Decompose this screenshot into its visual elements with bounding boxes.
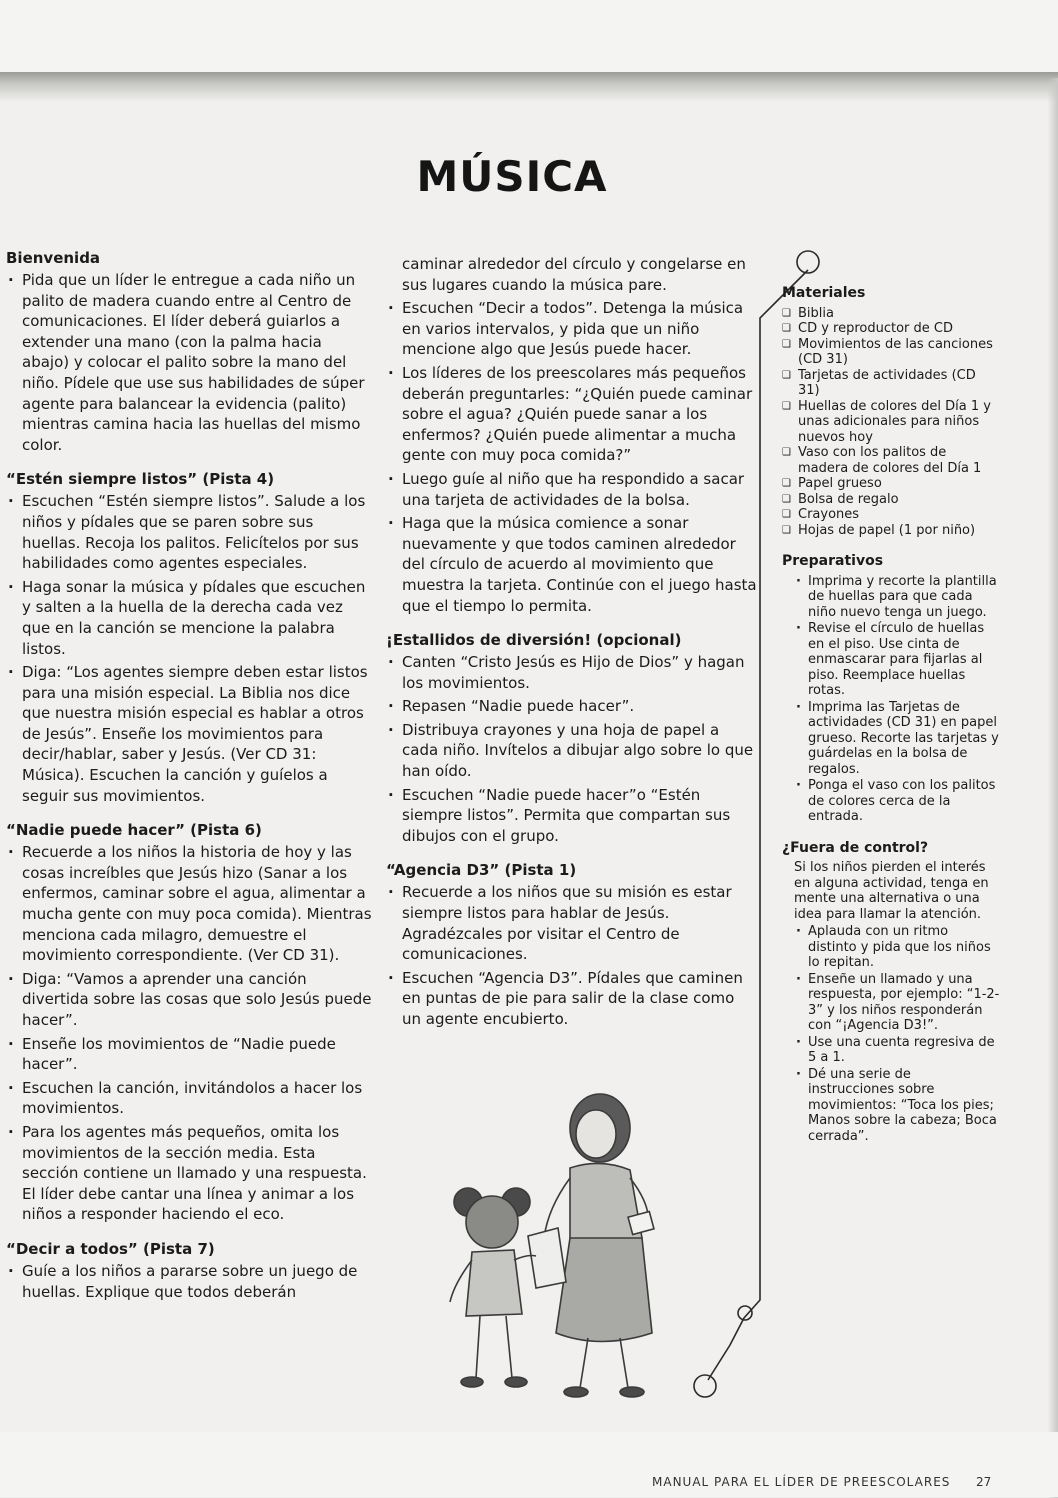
list-item: · Escuchen la canción, invitándolos a hacer los movimientos. (6, 1078, 372, 1119)
children-illustration (420, 1088, 700, 1406)
continued-text: caminar alrededor del círculo y congelarse en sus lugares cuando la música pare. (402, 255, 746, 294)
footer-title: MANUAL PARA EL LÍDER DE PREESCOLARES (652, 1475, 951, 1489)
list-item: · Recuerde a los niños que su misión es estar siempre listos para hablar de Jesús. Agradézcales por visitar el Centro de comunicaciones. (386, 882, 758, 964)
preparativos-list (782, 574, 1000, 825)
page-number: 27 (976, 1475, 992, 1489)
section-heading: “Estén siempre listos” (Pista 4) (6, 470, 275, 489)
list-item: · Escuchen “Agencia D3”. Pídales que caminen en puntas de pie para salir de la clase como un agente encubierto. (386, 968, 758, 1030)
list-item: · Use una cuenta regresiva de 5 a 1. (794, 1035, 1000, 1066)
checklist-item: ❑ Biblia (782, 306, 1000, 322)
list-item: · Haga que la música comience a sonar nuevamente y que todos caminen alrededor del círculo de acuerdo al movimiento que muestra la tarjeta. Continúe con el juego hasta que el tiempo lo permita. (386, 513, 758, 616)
checklist-item: ❑ Huellas de colores del Día 1 y unas adicionales para niños nuevos hoy (782, 399, 1000, 446)
list-item: · Imprima las Tarjetas de actividades (CD 31) en papel grueso. Recorte las tarjetas y guárdelas en la bolsa de regalos. (794, 700, 1000, 778)
checklist-item: ❑ CD y reproductor de CD (782, 321, 1000, 337)
checklist-item: ❑ Papel grueso (782, 476, 1000, 492)
list-item: · Haga sonar la música y pídales que escuchen y salten a la huella de la derecha cada vez que en la canción se mencione la palabra listos. (6, 577, 372, 659)
list-item: · Revise el círculo de huellas en el piso. Use cinta de enmascarar para fijarlas al piso. Reemplace huellas rotas. (794, 621, 1000, 699)
section-heading: “Agencia D3” (Pista 1) (386, 861, 577, 880)
list-item: · Dé una serie de instrucciones sobre movimientos: “Toca los pies; Manos sobre la cabeza; Boca cerrada”. (794, 1067, 1000, 1145)
list-item: · Luego guíe al niño que ha respondido a sacar una tarjeta de actividades de la bolsa. (386, 469, 758, 510)
circle-node-icon (797, 251, 819, 273)
section-heading: ¡Estallidos de diversión! (opcional) (386, 631, 682, 650)
list-item: · Los líderes de los preescolares más pequeños deberán preguntarles: “¿Quién puede caminar sobre el agua? ¿Quién puede sanar a los enfermos? ¿Quién puede alimentar a mucha gente con muy poca comida?” (386, 363, 758, 466)
list-item: · Recuerde a los niños la historia de hoy y las cosas increíbles que Jesús hizo (Sanar a los enfermos, caminar sobre el agua, alimentar a mucha gente con muy poca comida). Mientras menciona cada milagro, demuestre el movimiento correspondiente. (Ver CD 31). (6, 842, 372, 966)
checklist-item: ❑ Hojas de papel (1 por niño) (782, 523, 1000, 539)
list-item: · Escuchen “Decir a todos”. Detenga la música en varios intervalos, y pida que un niño mencione algo que Jesús puede hacer. (386, 298, 758, 360)
section-heading: Bienvenida (6, 249, 101, 267)
sidebar (782, 286, 1000, 1160)
materiales-heading: Materiales (782, 285, 866, 301)
checklist-item: ❑ Tarjetas de actividades (CD 31) (782, 368, 1000, 399)
list-item: · Pida que un líder le entregue a cada niño un palito de madera cuando entre al Centro de comunicaciones. El líder deberá guiarlos a extender una mano (con la palma hacia abajo) y colocar el palito sobre la mano del niño. Pídele que use sus habilidades de súper agente para balancear la evidencia (palito) mientras camina hacia las huellas del mismo color. (6, 270, 372, 455)
checklist-item: ❑ Vaso con los palitos de madera de colores del Día 1 (782, 445, 1000, 476)
list-item: · Guíe a los niños a pararse sobre un juego de huellas. Explique que todos deberán (6, 1261, 372, 1302)
list-item: · Distribuya crayones y una hoja de papel a cada niño. Invítelos a dibujar algo sobre lo que han oído. (386, 720, 758, 782)
list-item: · Escuchen “Nadie puede hacer”o “Estén siempre listos”. Permita que compartan sus dibujos con el grupo. (386, 785, 758, 847)
list-item: · Canten “Cristo Jesús es Hijo de Dios” y hagan los movimientos. (386, 652, 758, 693)
list-item: · Enseñe un llamado y una respuesta, por ejemplo: “1-2-3” y los niños responderán con “¡Agencia D3!”. (794, 972, 1000, 1034)
list-item: · Escuchen “Estén siempre listos”. Salude a los niños y pídales que se paren sobre sus huellas. Recoja los palitos. Felicítelos por sus habilidades como agentes especiales. (6, 491, 372, 573)
fuera-heading: ¿Fuera de control? (782, 839, 929, 856)
list-item: · Diga: “Los agentes siempre deben estar listos para una misión especial. La Biblia nos dice que nuestra misión especial es hablar a otros de Jesús”. Enseñe los movimientos para decir/hablar, saber y Jesús. (Ver CD 31: Música). Escuchen la canción y guíelos a seguir sus movimientos. (6, 662, 372, 806)
list-item: · Diga: “Vamos a aprender una canción divertida sobre las cosas que solo Jesús puede hacer”. (6, 969, 372, 1031)
list-item: · Imprima y recorte la plantilla de huellas para que cada niño nuevo tenga un juego. (794, 574, 1000, 621)
fuera-intro: Si los niños pierden el interés en alguna actividad, tenga en mente una alternativa o una idea para llamar la atención. (794, 860, 989, 922)
page-title: MÚSICA (416, 152, 608, 201)
list-item: · Para los agentes más pequeños, omita los movimientos de la sección media. Esta sección contiene un llamado y una respuesta. El líder debe cantar una línea y animar a los niños a responder haciendo el eco. (6, 1122, 372, 1225)
list-item: · Aplauda con un ritmo distinto y pida que los niños lo repitan. (794, 924, 1000, 971)
section-heading: “Nadie puede hacer” (Pista 6) (6, 821, 262, 840)
fuera-list (782, 924, 1000, 1144)
checklist-item: ❑ Movimientos de las canciones (CD 31) (782, 337, 1000, 368)
checklist-item: ❑ Bolsa de regalo (782, 492, 1000, 508)
section-heading: “Decir a todos” (Pista 7) (6, 1239, 215, 1258)
list-item: · Ponga el vaso con los palitos de colores cerca de la entrada. (794, 778, 1000, 825)
list-item: · Repasen “Nadie puede hacer”. (386, 696, 758, 717)
preparativos-heading: Preparativos (782, 553, 884, 569)
materiales-list (782, 306, 1000, 539)
list-item: · Enseñe los movimientos de “Nadie puede hacer”. (6, 1034, 372, 1075)
checklist-item: ❑ Crayones (782, 507, 1000, 523)
